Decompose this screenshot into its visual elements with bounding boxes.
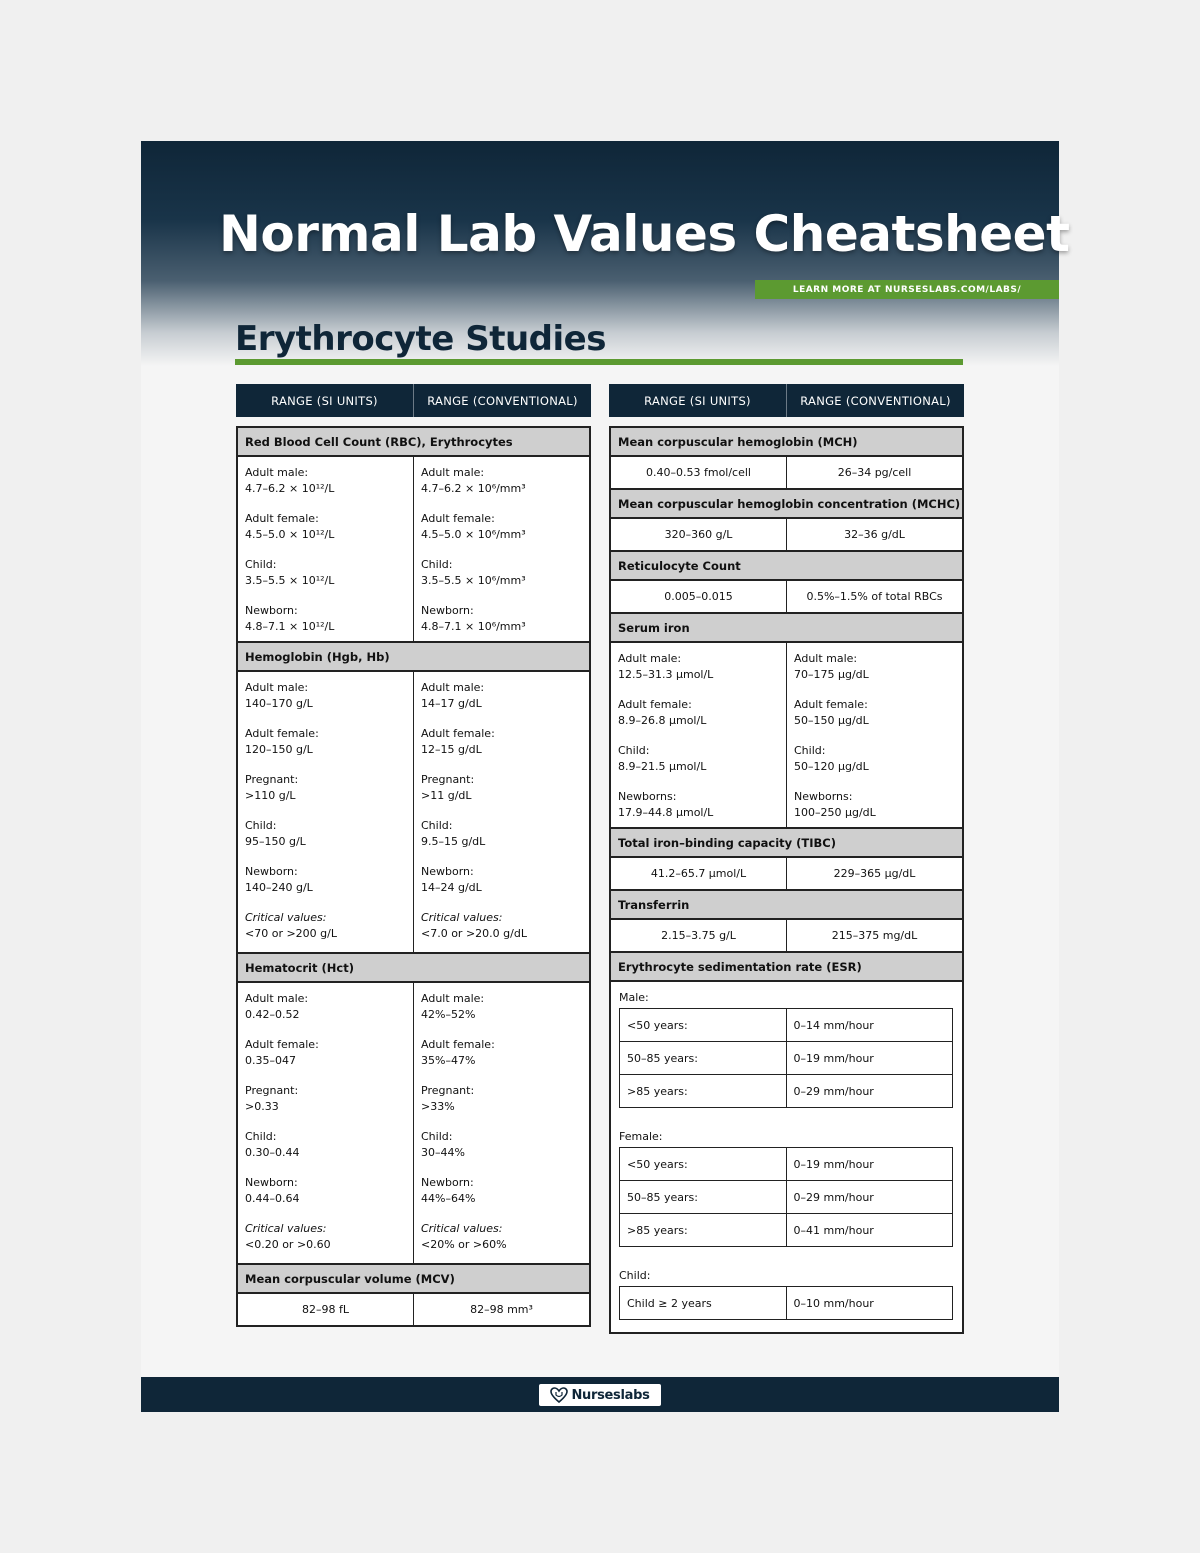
esr-row: >85 years: 0–29 mm/hour (620, 1075, 952, 1107)
learn-more-url: NURSESLABS.COM/LABS/ (885, 284, 1022, 295)
mcv-conv-cell: 82–98 mm³ (470, 1302, 533, 1316)
retic-values-row (611, 581, 962, 612)
mch-section-title: Mean corpuscular hemoglobin (MCH) (611, 426, 962, 457)
footer-bar (141, 1377, 1059, 1412)
header-conventional: RANGE (CONVENTIONAL) (800, 393, 951, 408)
esr-row: Child ≥ 2 years 0–10 mm/hour (620, 1287, 952, 1319)
hct-values-row (238, 983, 589, 1263)
heart-stethoscope-icon (550, 1387, 568, 1403)
esr-row: <50 years: 0–19 mm/hour (620, 1148, 952, 1181)
mchc-section-title: Mean corpuscular hemoglobin concentration (MCHC) (611, 488, 962, 519)
transferrin-si-cell: 2.15–3.75 g/L (611, 920, 787, 951)
learn-more-link[interactable] (755, 280, 1059, 299)
rbc-values-row (238, 457, 589, 641)
retic-section-title: Reticulocyte Count (611, 550, 962, 581)
mch-conv-cell: 26–34 pg/cell (837, 465, 912, 479)
section-title-rule (235, 359, 963, 365)
rbc-conv-cell: Adult male: 4.7–6.2 × 10⁶/mm³ Adult female: 4.5–5.0 × 10⁶/mm³ Child: 3.5–5.5 × 10⁶/mm³ Newborn: 4.8–7.1 × 10⁶/mm³ (421, 466, 526, 633)
transferrin-values-row (611, 920, 962, 951)
hgb-values-row (238, 672, 589, 952)
esr-female-table (619, 1147, 953, 1247)
tibc-values-row (611, 858, 962, 889)
hgb-section-title: Hemoglobin (Hgb, Hb) (238, 641, 589, 672)
learn-more-prefix: LEARN MORE AT (792, 284, 881, 295)
transferrin-conv-cell: 215–375 mg/dL (831, 928, 918, 942)
esr-male-label: Male: (619, 991, 649, 1004)
hct-si-cell: Adult male: 0.42–0.52 Adult female: 0.35–047 Pregnant: >0.33 Child: 0.30–0.44 Newborn: 0.44–0.64 Critical values: <0.20 or >0.60 (238, 983, 414, 1263)
left-table-header (236, 384, 591, 417)
esr-male-table (619, 1008, 953, 1108)
tibc-conv-cell: 229–365 μg/dL (833, 866, 916, 880)
mcv-section-title: Mean corpuscular volume (MCV) (238, 1263, 589, 1294)
left-table (236, 384, 591, 1335)
mchc-values-row (611, 519, 962, 550)
iron-si-cell: Adult male: 12.5–31.3 μmol/L Adult female: 8.9–26.8 μmol/L Child: 8.9–21.5 μmol/L Newborns: 17.9–44.8 μmol/L (611, 643, 787, 827)
esr-row: 50–85 years: 0–19 mm/hour (620, 1042, 952, 1075)
rbc-si-cell: Adult male: 4.7–6.2 × 10¹²/L Adult female: 4.5–5.0 × 10¹²/L Child: 3.5–5.5 × 10¹²/L Newborn: 4.8–7.1 × 10¹²/L (238, 457, 414, 641)
hct-conv-cell: Adult male: 42%–52% Adult female: 35%–47% Pregnant: >33% Child: 30–44% Newborn: 44%–64% Critical values: <20% or >60% (421, 992, 507, 1251)
esr-row: 50–85 years: 0–29 mm/hour (620, 1181, 952, 1214)
header-conventional: RANGE (CONVENTIONAL) (427, 393, 578, 408)
section-title: Erythrocyte Studies (235, 319, 606, 359)
hgb-si-cell: Adult male: 140–170 g/L Adult female: 120–150 g/L Pregnant: >110 g/L Child: 95–150 g/L Newborn: 140–240 g/L Critical values: <70 or >200 g/L (238, 672, 414, 952)
mchc-si-cell: 320–360 g/L (611, 519, 787, 550)
hct-section-title: Hematocrit (Hct) (238, 952, 589, 983)
esr-section-title: Erythrocyte sedimentation rate (ESR) (611, 951, 962, 982)
tibc-section-title: Total iron–binding capacity (TIBC) (611, 827, 962, 858)
hgb-conv-cell: Adult male: 14–17 g/dL Adult female: 12–15 g/dL Pregnant: >11 g/dL Child: 9.5–15 g/dL Newborn: 14–24 g/dL Critical values: <7.0 or >20.0 g/dL (421, 681, 527, 940)
right-table (609, 384, 964, 1348)
mcv-values-row (238, 1294, 589, 1325)
nurseslabs-logo[interactable] (539, 1384, 661, 1406)
retic-conv-cell: 0.5%–1.5% of total RBCs (806, 589, 943, 603)
footer-brand: Nurseslabs (571, 1387, 650, 1403)
iron-values-row (611, 643, 962, 827)
mchc-conv-cell: 32–36 g/dL (844, 527, 905, 541)
cheatsheet-page (141, 141, 1070, 1412)
header-si-units: RANGE (SI UNITS) (236, 384, 414, 417)
tibc-si-cell: 41.2–65.7 μmol/L (611, 858, 787, 889)
mch-si-cell: 0.40–0.53 fmol/cell (611, 457, 787, 488)
esr-child-label: Child: (619, 1269, 651, 1282)
iron-section-title: Serum iron (611, 612, 962, 643)
mcv-si-cell: 82–98 fL (238, 1294, 414, 1325)
esr-block (611, 982, 962, 1332)
rbc-section-title: Red Blood Cell Count (RBC), Erythrocytes (238, 426, 589, 457)
mch-values-row (611, 457, 962, 488)
esr-female-label: Female: (619, 1130, 663, 1143)
esr-row: >85 years: 0–41 mm/hour (620, 1214, 952, 1246)
iron-conv-cell: Adult male: 70–175 μg/dL Adult female: 50–150 μg/dL Child: 50–120 μg/dL Newborns: 100–250 μg/dL (794, 652, 876, 819)
esr-row: <50 years: 0–14 mm/hour (620, 1009, 952, 1042)
page-title: Normal Lab Values Cheatsheet (219, 205, 1070, 263)
esr-child-table (619, 1286, 953, 1320)
right-table-header (609, 384, 964, 417)
transferrin-section-title: Transferrin (611, 889, 962, 920)
retic-si-cell: 0.005–0.015 (611, 581, 787, 612)
header-si-units: RANGE (SI UNITS) (609, 384, 787, 417)
